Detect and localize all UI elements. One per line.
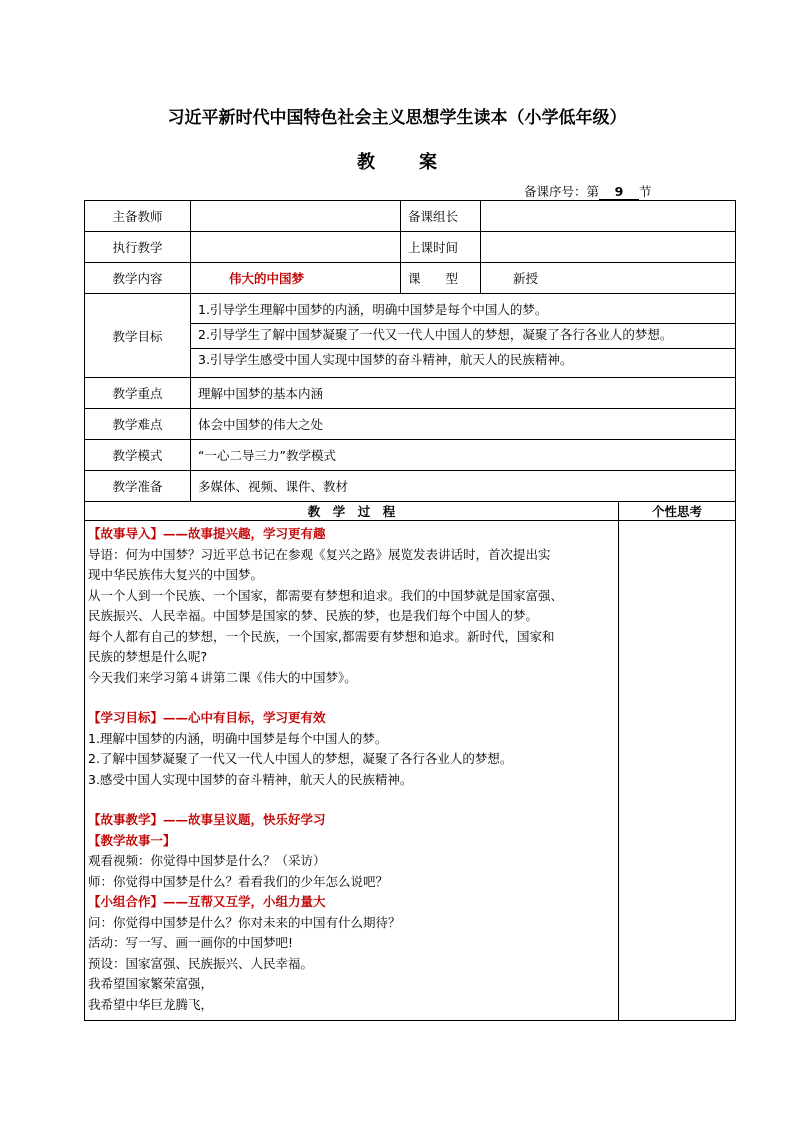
- section-title: 【故事导入】——故事提兴趣，学习更有趣: [88, 526, 326, 541]
- difficulty-value: 体会中国梦的伟大之处: [191, 409, 736, 440]
- text-line: 师：你觉得中国梦是什么？看看我们的少年怎么说吧？: [88, 873, 389, 889]
- content-value: 伟大的中国梦: [191, 263, 401, 294]
- focus-label: 教学重点: [85, 378, 191, 409]
- spacer: [88, 790, 616, 810]
- seq-prefix: 备课序号：第: [524, 184, 600, 199]
- text-line: 今天我们来学习第４讲第二课《伟大的中国梦》。: [88, 669, 357, 685]
- prep-label: 教学准备: [85, 471, 191, 502]
- text-line: 活动：写一写、画一画你的中国梦吧!: [88, 935, 294, 950]
- group-leader-value: [481, 201, 736, 232]
- document-subtitle: 教案: [357, 152, 481, 173]
- lesson-plan-table: [84, 200, 736, 1021]
- goal-item: 2.引导学生了解中国梦凝聚了一代又一代人中国人的梦想，凝聚了各行各业人的梦想。: [191, 323, 735, 348]
- lesson-sequence: [524, 182, 652, 200]
- seq-number: 9: [599, 184, 639, 200]
- main-teacher-label: 主备教师: [85, 201, 191, 232]
- text-line: 1.理解中国梦的内涵，明确中国梦是每个中国人的梦。: [88, 730, 388, 746]
- seq-suffix: 节: [639, 184, 652, 199]
- goal-item: 3.引导学生感受中国人实现中国梦的奋斗精神，航天人的民族精神。: [191, 348, 735, 373]
- text-line: 预设：国家富强、民族振兴、人民幸福。: [88, 955, 314, 971]
- text-line: 每个人都有自己的梦想，一个民族，一个国家,都需要有梦想和追求。新时代，国家和: [88, 628, 555, 644]
- text-line: 民族的梦想是什么呢?: [88, 649, 208, 664]
- group-leader-label: 备课组长: [401, 201, 481, 232]
- section-title: 【小组合作】——互帮又互学，小组力量大: [88, 894, 326, 909]
- spacer: [88, 688, 616, 708]
- reflection-cell: [619, 521, 736, 1021]
- process-content: [85, 521, 619, 1021]
- type-value: 新授: [481, 263, 736, 294]
- text-line: 民族振兴、人民幸福。中国梦是国家的梦、民族的梦，也是我们每个中国人的梦。: [88, 608, 539, 623]
- text-line: 我希望中华巨龙腾飞，: [88, 996, 214, 1012]
- focus-value: 理解中国梦的基本内涵: [191, 378, 736, 409]
- class-time-value: [481, 232, 736, 263]
- goals-label: 教学目标: [85, 294, 191, 378]
- class-time-label: 上课时间: [401, 232, 481, 263]
- reflection-header: 个性思考: [619, 502, 736, 521]
- text-line: 观看视频：你觉得中国梦是什么？（采访）: [88, 853, 326, 868]
- exec-value: [191, 232, 401, 263]
- exec-label: 执行教学: [85, 232, 191, 263]
- text-line: 我希望国家繁荣富强，: [88, 976, 214, 991]
- content-label: 教学内容: [85, 263, 191, 294]
- text-line: 现中华民族伟大复兴的中国梦。: [88, 567, 264, 582]
- goal-item: 1.引导学生理解中国梦的内涵，明确中国梦是每个中国人的梦。: [198, 301, 548, 317]
- document-title: 习近平新时代中国特色社会主义思想学生读本（小学低年级）: [167, 108, 627, 128]
- mode-label: 教学模式: [85, 440, 191, 471]
- section-title: 【故事教学】——故事呈议题，快乐好学习: [88, 812, 326, 827]
- text-line: 从一个人到一个民族、一个国家，都需要有梦想和追求。我们的中国梦就是国家富强、: [88, 587, 564, 603]
- text-line: 导语：何为中国梦？习近平总书记在参观《复兴之路》展览发表讲话时，首次提出实: [88, 546, 551, 562]
- main-teacher-value: [191, 201, 401, 232]
- text-line: 2.了解中国梦凝聚了一代又一代人中国人的梦想，凝聚了各行各业人的梦想。: [88, 751, 513, 766]
- type-label: 课 型: [401, 263, 481, 294]
- section-subtitle: 【教学故事一】: [88, 832, 176, 848]
- text-line: 3.感受中国人实现中国梦的奋斗精神，航天人的民族精神。: [88, 771, 413, 787]
- section-title: 【学习目标】——心中有目标，学习更有效: [88, 710, 326, 725]
- prep-value: 多媒体、视频、课件、教材: [191, 471, 736, 502]
- goals-cell: [191, 294, 736, 378]
- text-line: 问：你觉得中国梦是什么？你对未来的中国有什么期待？: [88, 914, 401, 930]
- process-header: 教 学 过 程: [85, 502, 619, 521]
- mode-value: “一心二导三力”教学模式: [191, 440, 736, 471]
- difficulty-label: 教学难点: [85, 409, 191, 440]
